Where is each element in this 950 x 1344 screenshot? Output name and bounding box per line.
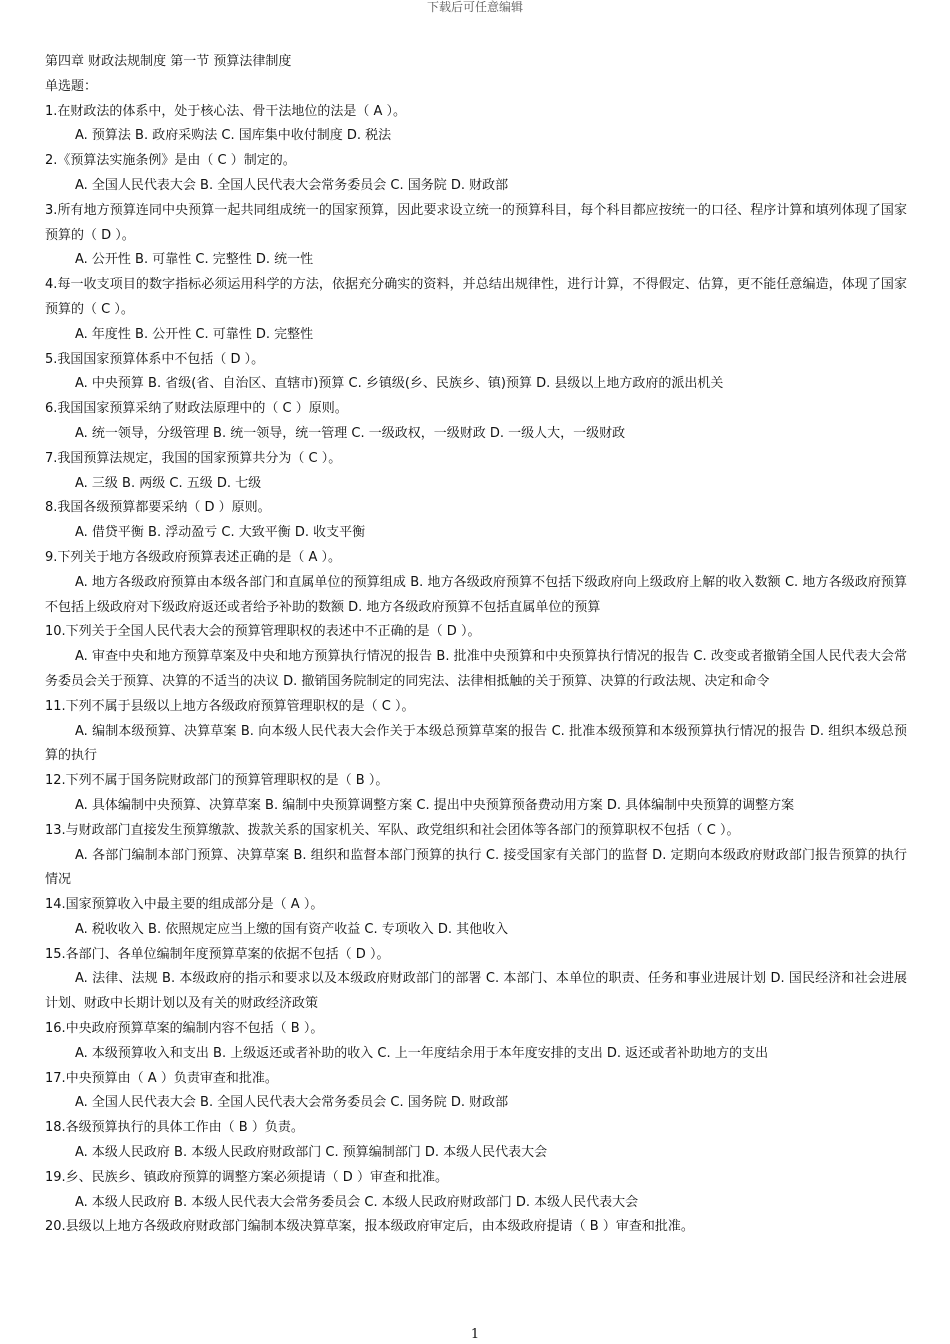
question-text: 1.在财政法的体系中，处于核心法、骨干法地位的法是（ A ）。 <box>45 103 407 119</box>
question-text: 13.与财政部门直接发生预算缴款、拨款关系的国家机关、军队、政党组织和社会团体等各部门的预算职权不包括（ C ）。 <box>45 822 740 838</box>
question-options: A. 法律、法规 B. 本级政府的指示和要求以及本级政府财政部门的部署 C. 本部门、本单位的职责、任务和事业进展计划 D. 国民经济和社会进展计划、财政中长期计划以及有关的财政经济政策 <box>45 971 907 1012</box>
question-text: 2.《预算法实施条例》是由（ C ）制定的。 <box>45 153 296 169</box>
chapter-title: 第四章 财政法规制度 第一节 预算法律制度 <box>45 54 292 69</box>
question-3 <box>45 199 907 273</box>
question-text: 19.乡、民族乡、镇政府预算的调整方案必须提请（ D ）审查和批准。 <box>45 1169 448 1185</box>
document-body <box>45 50 907 1240</box>
question-text: 4.每一收支项目的数字指标必须运用科学的方法，依据充分确实的资料，并总结出规律性，进行计算，不得假定、估算，更不能任意编造，体现了国家预算的（ C ）。 <box>45 277 907 317</box>
question-text: 6.我国国家预算采纳了财政法原理中的（ C ）原则。 <box>45 401 348 417</box>
question-19 <box>45 1166 907 1216</box>
question-9 <box>45 546 907 620</box>
question-text: 12.下列不属于国务院财政部门的预算管理职权的是（ B ）。 <box>45 773 389 789</box>
question-10 <box>45 620 907 694</box>
question-15 <box>45 943 907 1017</box>
question-options: A. 税收收入 B. 依照规定应当上缴的国有资产收益 C. 专项收入 D. 其他收入 <box>75 921 509 937</box>
watermark-text: 下载后可任意编辑 <box>426 0 523 14</box>
question-16 <box>45 1017 907 1067</box>
question-11 <box>45 695 907 769</box>
question-options: A. 三级 B. 两级 C. 五级 D. 七级 <box>75 475 262 491</box>
question-8 <box>45 496 907 546</box>
question-options: A. 年度性 B. 公开性 C. 可靠性 D. 完整性 <box>75 326 314 342</box>
question-text: 18.各级预算执行的具体工作由（ B ）负责。 <box>45 1120 304 1136</box>
page-number: 1 <box>470 1327 480 1342</box>
question-options: A. 本级人民政府 B. 本级人民政府财政部门 C. 预算编制部门 D. 本级人民代表大会 <box>75 1145 548 1161</box>
question-text: 11.下列不属于县级以上地方各级政府预算管理职权的是（ C ）。 <box>45 698 415 714</box>
question-options: A. 编制本级预算、决算草案 B. 向本级人民代表大会作关于本级总预算草案的报告 C. 批准本级预算和本级预算执行情况的报告 D. 组织本级总预算的执行 <box>45 723 907 764</box>
question-options: A. 本级预算收入和支出 B. 上级返还或者补助的收入 C. 上一年度结余用于本年度安排的支出 D. 返还或者补助地方的支出 <box>75 1045 769 1061</box>
question-options: A. 预算法 B. 政府采购法 C. 国库集中收付制度 D. 税法 <box>75 128 392 144</box>
question-options: A. 统一领导，分级管理 B. 统一领导，统一管理 C. 一级政权，一级财政 D. 一级人大，一级财政 <box>75 425 626 441</box>
question-text: 5.我国国家预算体系中不包括（ D ）。 <box>45 351 265 367</box>
question-18 <box>45 1116 907 1166</box>
question-text: 15.各部门、各单位编制年度预算草案的依据不包括（ D ）。 <box>45 946 390 962</box>
question-20 <box>45 1215 907 1240</box>
question-options: A. 具体编制中央预算、决算草案 B. 编制中央预算调整方案 C. 提出中央预算预备费动用方案 D. 具体编制中央预算的调整方案 <box>75 797 795 813</box>
question-7 <box>45 447 907 497</box>
question-options: A. 全国人民代表大会 B. 全国人民代表大会常务委员会 C. 国务院 D. 财政部 <box>75 1095 509 1111</box>
question-13 <box>45 819 907 893</box>
question-text: 9.下列关于地方各级政府预算表述正确的是（ A ）。 <box>45 549 342 565</box>
question-text: 3.所有地方预算连同中央预算一起共同组成统一的国家预算，因此要求设立统一的预算科目，每个科目都应按统一的口径、程序计算和填列体现了国家预算的（ D ）。 <box>45 202 907 243</box>
question-options: A. 地方各级政府预算由本级各部门和直属单位的预算组成 B. 地方各级政府预算不包括下级政府向上级政府上解的收入数额 C. 地方各级政府预算不包括上级政府对下级政府返还或者给予补助的数额 D. 地方各级政府预算不包括直属单位的预算 <box>45 574 907 615</box>
question-text: 7.我国预算法规定，我国的国家预算共分为（ C ）。 <box>45 450 342 466</box>
question-text: 16.中央政府预算草案的编制内容不包括（ B ）。 <box>45 1021 324 1037</box>
question-6 <box>45 397 907 447</box>
question-2 <box>45 149 907 199</box>
question-options: A. 公开性 B. 可靠性 C. 完整性 D. 统一性 <box>75 252 314 268</box>
question-text: 20.县级以上地方各级政府财政部门编制本级决算草案，报本级政府审定后，由本级政府提请（ B ）审查和批准。 <box>45 1219 694 1235</box>
question-text: 8.我国各级预算都要采纳（ D ）原则。 <box>45 500 271 516</box>
question-5 <box>45 348 907 398</box>
question-text: 17.中央预算由（ A ）负责审查和批准。 <box>45 1070 278 1086</box>
question-options: A. 审查中央和地方预算草案及中央和地方预算执行情况的报告 B. 批准中央预算和中央预算执行情况的报告 C. 改变或者撤销全国人民代表大会常务委员会关于预算、决算的不适当的决议 D. 撤销国务院制定的同宪法、法律相抵触的关于预算、决算的行政法规、决定和命令 <box>45 649 907 689</box>
question-options: A. 全国人民代表大会 B. 全国人民代表大会常务委员会 C. 国务院 D. 财政部 <box>75 177 509 193</box>
question-options: A. 各部门编制本部门预算、决算草案 B. 组织和监督本部门预算的执行 C. 接受国家有关部门的监督 D. 定期向本级政府财政部门报告预算的执行情况 <box>45 847 907 888</box>
question-options: A. 本级人民政府 B. 本级人民代表大会常务委员会 C. 本级人民政府财政部门 D. 本级人民代表大会 <box>75 1194 639 1210</box>
question-14 <box>45 893 907 943</box>
question-options: A. 中央预算 B. 省级(省、自治区、直辖市)预算 C. 乡镇级(乡、民族乡、镇)预算 D. 县级以上地方政府的派出机关 <box>75 376 724 392</box>
question-text: 10.下列关于全国人民代表大会的预算管理职权的表述中不正确的是（ D ）。 <box>45 624 481 640</box>
question-17 <box>45 1067 907 1117</box>
question-1 <box>45 100 907 150</box>
section-label: 单选题： <box>45 78 98 94</box>
question-12 <box>45 769 907 819</box>
question-4 <box>45 273 907 347</box>
question-options: A. 借贷平衡 B. 浮动盈亏 C. 大致平衡 D. 收支平衡 <box>75 525 366 541</box>
question-text: 14.国家预算收入中最主要的组成部分是（ A ）。 <box>45 897 324 913</box>
